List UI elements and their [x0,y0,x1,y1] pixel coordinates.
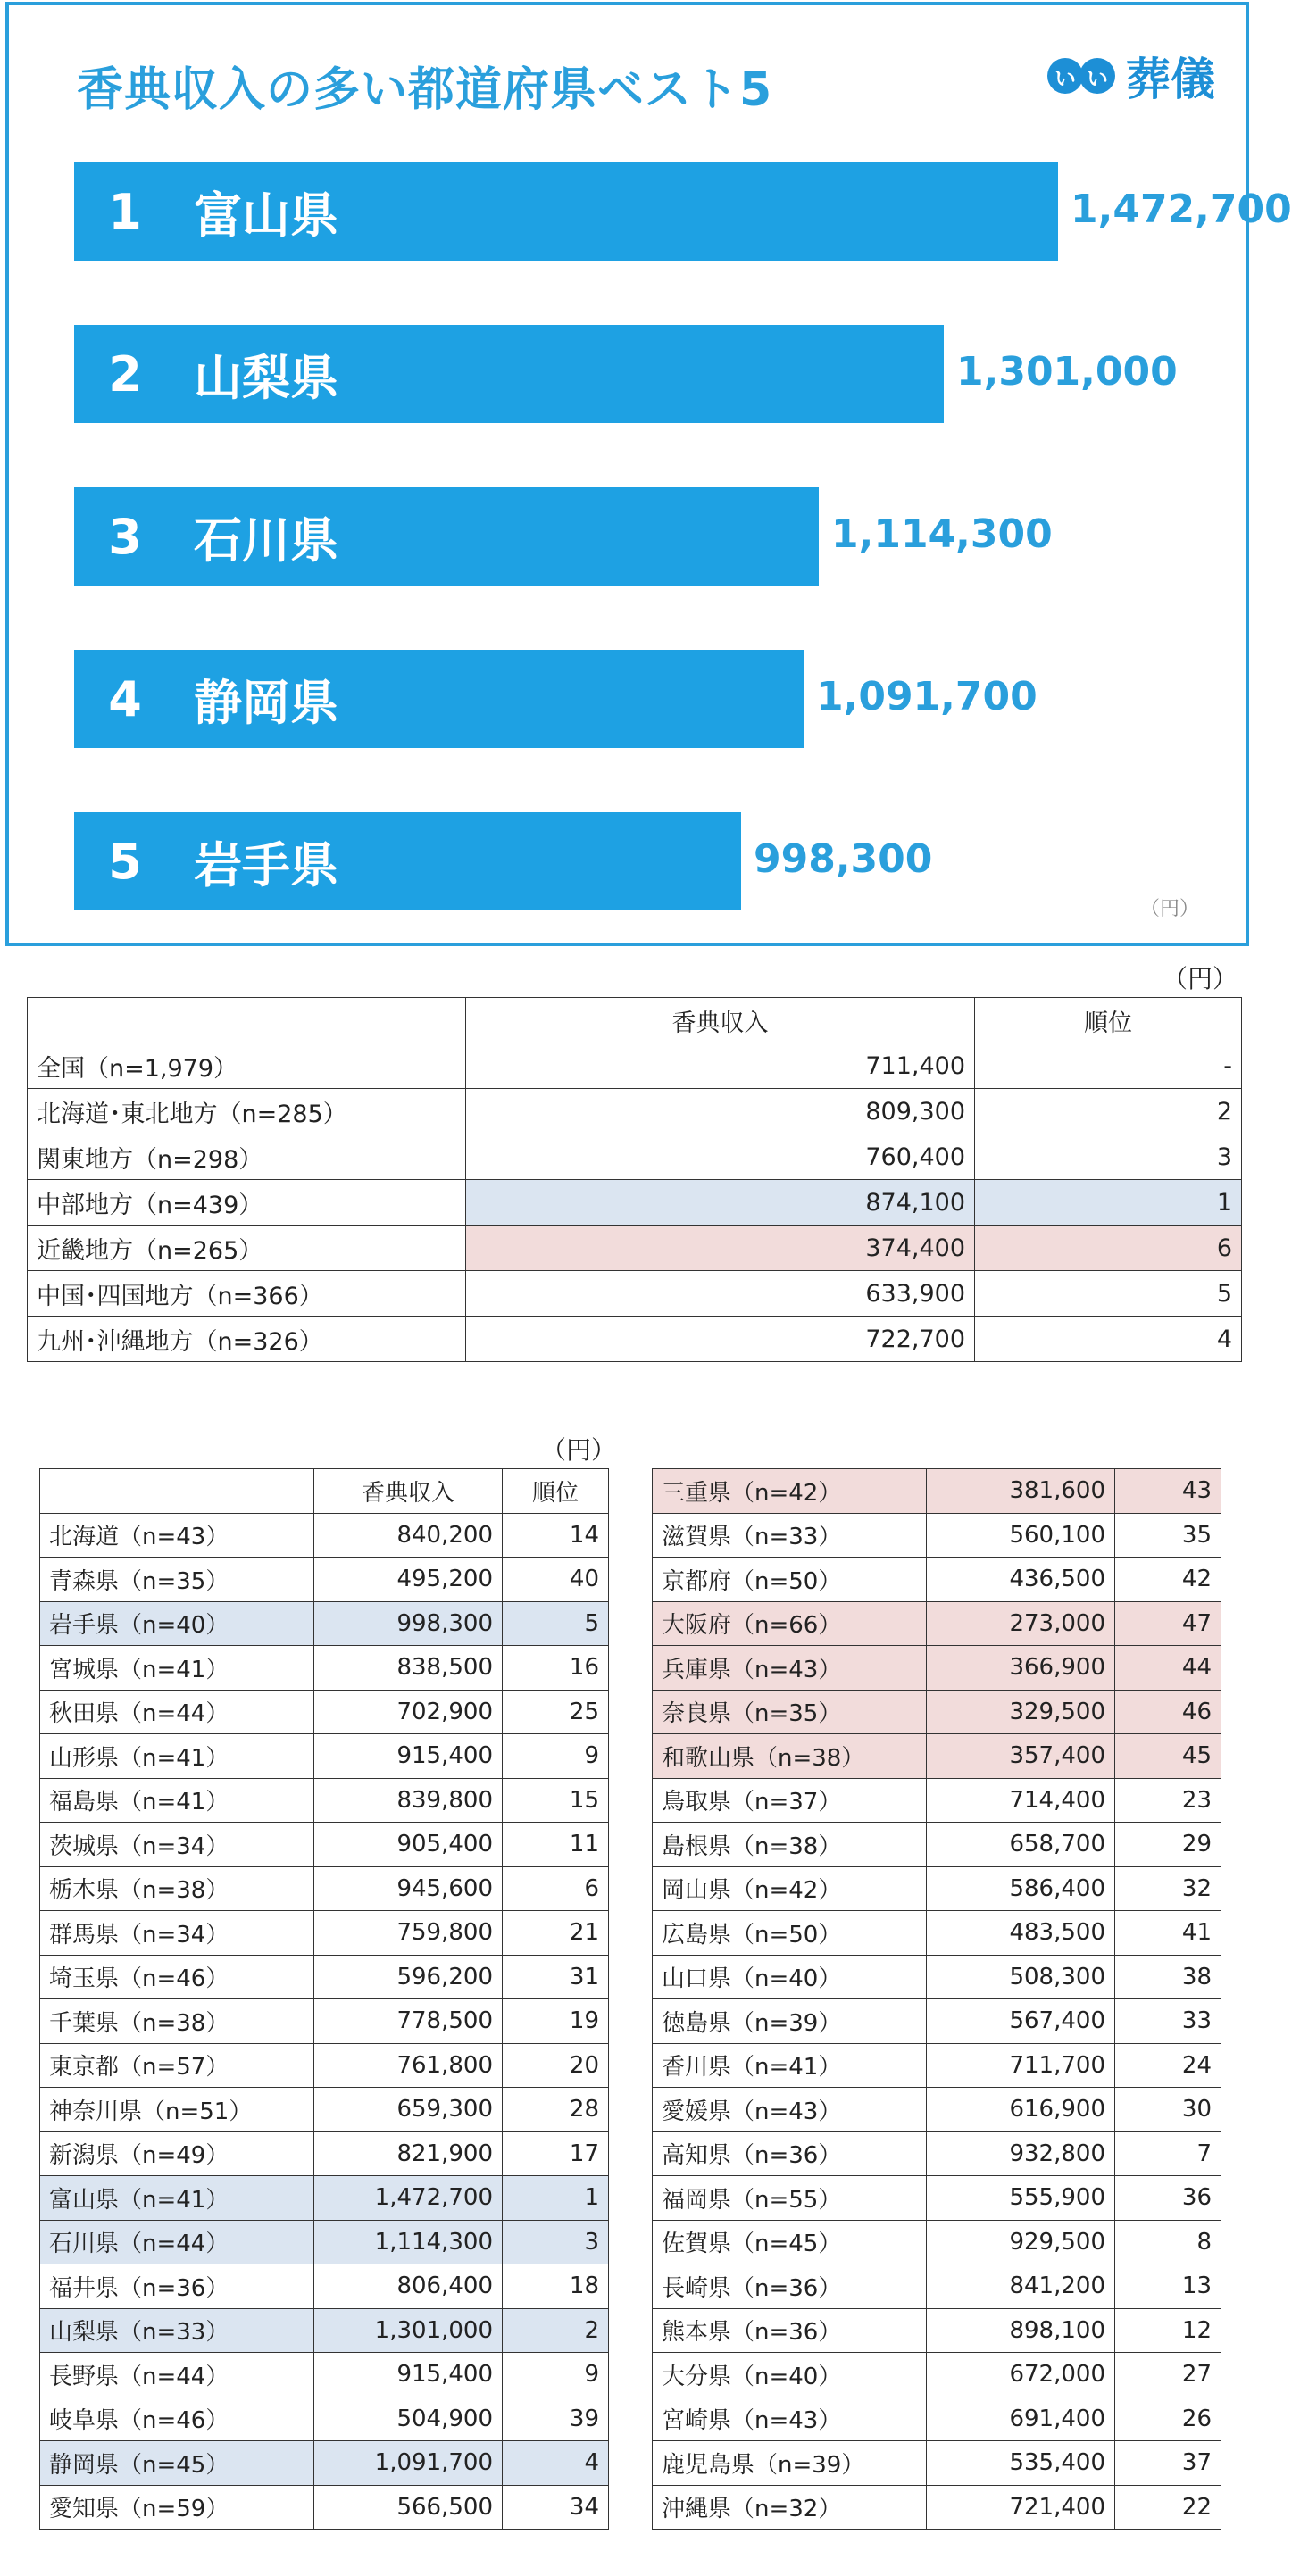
table-row [653,2264,1221,2309]
table-row [653,1513,1221,1558]
row-rank: 47 [1115,1601,1221,1646]
row-rank: 36 [1115,2176,1221,2221]
bar-value-label: 1,091,700 [816,674,1038,719]
row-rank: 39 [503,2397,609,2441]
row-rank: 14 [503,1513,609,1558]
row-rank: 23 [1115,1778,1221,1823]
regional-table [27,997,1242,1362]
row-rank: 4 [503,2441,609,2486]
row-label: 千葉県（n=38） [40,1999,314,2044]
table-row [40,2176,609,2221]
header-cell: 香典収入 [466,998,975,1043]
row-value: 1,114,300 [314,2220,503,2264]
logo-text: 葬儀 [1126,54,1215,105]
header-cell: 順位 [975,998,1242,1043]
table-row [40,1911,609,1956]
row-value: 806,400 [314,2264,503,2309]
row-label: 栃木県（n=38） [40,1866,314,1911]
table-row [40,2043,609,2088]
table-row [40,1646,609,1691]
table-row [40,2088,609,2132]
row-rank: 34 [503,2485,609,2530]
bar-category-label: 静岡県 [194,674,338,731]
row-value: 761,800 [314,2043,503,2088]
row-label: 福岡県（n=55） [653,2176,927,2221]
row-label: 九州･沖縄地方（n=326） [28,1317,466,1362]
table-row [40,2397,609,2441]
row-value: 566,500 [314,2485,503,2530]
row-rank: 4 [975,1317,1242,1362]
row-label: 福島県（n=41） [40,1778,314,1823]
row-rank: 29 [1115,1823,1221,1867]
table-row [40,1866,609,1911]
row-rank: 24 [1115,2043,1221,2088]
row-value: 840,200 [314,1513,503,1558]
table-row [653,1955,1221,1999]
row-rank: 32 [1115,1866,1221,1911]
row-value: 672,000 [927,2353,1115,2397]
row-rank: 37 [1115,2441,1221,2486]
row-label: 群馬県（n=34） [40,1911,314,1956]
table-row [653,2441,1221,2486]
bar-rank-label: 4 [108,670,142,727]
row-rank: 40 [503,1558,609,1602]
table-row [653,2485,1221,2530]
bar-4 [74,650,804,748]
row-label: 北海道･東北地方（n=285） [28,1089,466,1134]
row-value: 658,700 [927,1823,1115,1867]
row-value: 381,600 [927,1469,1115,1514]
row-value: 616,900 [927,2088,1115,2132]
row-rank: 19 [503,1999,609,2044]
row-rank: 21 [503,1911,609,1956]
row-label: 山形県（n=41） [40,1734,314,1779]
table-row [653,1823,1221,1867]
table-row [40,1999,609,2044]
row-value: 560,100 [927,1513,1115,1558]
row-value: 483,500 [927,1911,1115,1956]
regional-unit-label: （円） [1162,964,1238,993]
table-row [653,1646,1221,1691]
row-rank: 7 [1115,2131,1221,2176]
row-label: 京都府（n=50） [653,1558,927,1602]
table-row [653,2088,1221,2132]
header-cell: 順位 [503,1469,609,1514]
table-row [40,2485,609,2530]
table-row [40,1823,609,1867]
prefecture-table-left [39,1468,609,2530]
row-label: 静岡県（n=45） [40,2441,314,2486]
row-rank: 2 [503,2308,609,2353]
row-label: 秋田県（n=44） [40,1690,314,1734]
row-label: 岡山県（n=42） [653,1866,927,1911]
row-rank: 17 [503,2131,609,2176]
row-label: 徳島県（n=39） [653,1999,927,2044]
table-row [40,2353,609,2397]
table-row [653,2220,1221,2264]
row-rank: 22 [1115,2485,1221,2530]
row-label: 大分県（n=40） [653,2353,927,2397]
row-value: 366,900 [927,1646,1115,1691]
bar-category-label: 富山県 [194,187,338,244]
row-rank: 5 [503,1601,609,1646]
row-rank: 38 [1115,1955,1221,1999]
row-value: 915,400 [314,2353,503,2397]
row-value: 586,400 [927,1866,1115,1911]
table-row [653,1999,1221,2044]
header-cell [28,998,466,1043]
table-row [40,1513,609,1558]
row-value: 504,900 [314,2397,503,2441]
row-value: 535,400 [927,2441,1115,2486]
row-rank: 45 [1115,1734,1221,1779]
row-rank: 1 [975,1180,1242,1226]
bar-value-label: 998,300 [754,836,933,882]
row-rank: 44 [1115,1646,1221,1691]
row-rank: - [975,1043,1242,1089]
table-row [653,1558,1221,1602]
row-rank: 13 [1115,2264,1221,2309]
row-value: 357,400 [927,1734,1115,1779]
row-value: 929,500 [927,2220,1115,2264]
table-row [28,1043,1242,1089]
row-rank: 18 [503,2264,609,2309]
row-label: 鹿児島県（n=39） [653,2441,927,2486]
row-rank: 20 [503,2043,609,2088]
row-value: 714,400 [927,1778,1115,1823]
row-value: 998,300 [314,1601,503,1646]
row-label: 長野県（n=44） [40,2353,314,2397]
row-value: 759,800 [314,1911,503,1956]
table-row [28,1226,1242,1271]
row-label: 広島県（n=50） [653,1911,927,1956]
row-label: 香川県（n=41） [653,2043,927,2088]
table-row [40,2220,609,2264]
table-row [28,1134,1242,1180]
row-value: 1,091,700 [314,2441,503,2486]
row-label: 高知県（n=36） [653,2131,927,2176]
row-label: 近畿地方（n=265） [28,1226,466,1271]
bar-5 [74,812,741,910]
row-label: 全国（n=1,979） [28,1043,466,1089]
row-value: 495,200 [314,1558,503,1602]
row-rank: 25 [503,1690,609,1734]
table-header-row [28,998,1242,1043]
table-row [40,1778,609,1823]
row-rank: 8 [1115,2220,1221,2264]
row-value: 898,100 [927,2308,1115,2353]
bar-rank-label: 1 [108,183,142,240]
table-row [28,1180,1242,1226]
row-label: 北海道（n=43） [40,1513,314,1558]
bar-rank-label: 3 [108,508,142,565]
row-value: 932,800 [927,2131,1115,2176]
table-row [653,2176,1221,2221]
row-value: 722,700 [466,1317,975,1362]
table-row [28,1317,1242,1362]
bar-2 [74,325,944,423]
table-row [40,1734,609,1779]
row-rank: 3 [975,1134,1242,1180]
row-label: 愛知県（n=59） [40,2485,314,2530]
row-value: 711,400 [466,1043,975,1089]
row-label: 長崎県（n=36） [653,2264,927,2309]
table-row [40,2131,609,2176]
bar-3 [74,487,819,586]
row-label: 奈良県（n=35） [653,1690,927,1734]
table-row [40,2264,609,2309]
row-label: 佐賀県（n=45） [653,2220,927,2264]
row-rank: 16 [503,1646,609,1691]
row-label: 中部地方（n=439） [28,1180,466,1226]
row-rank: 30 [1115,2088,1221,2132]
row-label: 山口県（n=40） [653,1955,927,1999]
row-label: 三重県（n=42） [653,1469,927,1514]
bar-value-label: 1,301,000 [956,349,1178,395]
row-rank: 42 [1115,1558,1221,1602]
header-cell [40,1469,314,1514]
row-value: 702,900 [314,1690,503,1734]
row-value: 841,200 [927,2264,1115,2309]
bar-value-label: 1,114,300 [831,511,1053,557]
table-row [653,2397,1221,2441]
prefecture-table-right [652,1468,1221,2530]
row-value: 838,500 [314,1646,503,1691]
bar-category-label: 山梨県 [194,349,338,406]
row-rank: 35 [1115,1513,1221,1558]
row-rank: 33 [1115,1999,1221,2044]
bar-category-label: 岩手県 [194,836,338,893]
row-value: 809,300 [466,1089,975,1134]
row-value: 329,500 [927,1690,1115,1734]
row-value: 555,900 [927,2176,1115,2221]
row-label: 関東地方（n=298） [28,1134,466,1180]
row-rank: 9 [503,1734,609,1779]
table-row [653,1778,1221,1823]
bar-rank-label: 2 [108,345,142,403]
table-row [40,1690,609,1734]
row-label: 宮崎県（n=43） [653,2397,927,2441]
row-rank: 9 [503,2353,609,2397]
row-rank: 46 [1115,1690,1221,1734]
table-row [653,2131,1221,2176]
row-value: 1,301,000 [314,2308,503,2353]
row-label: 沖縄県（n=32） [653,2485,927,2530]
row-label: 島根県（n=38） [653,1823,927,1867]
row-value: 659,300 [314,2088,503,2132]
row-value: 374,400 [466,1226,975,1271]
row-value: 874,100 [466,1180,975,1226]
table-row [40,1601,609,1646]
table-row [653,2308,1221,2353]
table-row [653,1734,1221,1779]
bar-category-label: 石川県 [194,511,338,569]
row-label: 愛媛県（n=43） [653,2088,927,2132]
row-value: 778,500 [314,1999,503,2044]
chart-unit-note: （円） [1139,898,1199,920]
row-value: 633,900 [466,1271,975,1317]
prefecture-unit-label: （円） [541,1435,617,1465]
row-label: 福井県（n=36） [40,2264,314,2309]
row-rank: 27 [1115,2353,1221,2397]
row-label: 神奈川県（n=51） [40,2088,314,2132]
row-label: 埼玉県（n=46） [40,1955,314,1999]
row-value: 945,600 [314,1866,503,1911]
bar-rank-label: 5 [108,833,142,890]
row-label: 滋賀県（n=33） [653,1513,927,1558]
row-label: 中国･四国地方（n=366） [28,1271,466,1317]
row-label: 熊本県（n=36） [653,2308,927,2353]
chart-title: 香典収入の多い都道府県ベスト5 [77,63,773,117]
row-value: 721,400 [927,2485,1115,2530]
row-label: 和歌山県（n=38） [653,1734,927,1779]
row-value: 905,400 [314,1823,503,1867]
table-row [40,1955,609,1999]
row-rank: 2 [975,1089,1242,1134]
row-rank: 3 [503,2220,609,2264]
row-label: 山梨県（n=33） [40,2308,314,2353]
bar-value-label: 1,472,700 [1071,187,1292,232]
table-row [653,1690,1221,1734]
row-value: 436,500 [927,1558,1115,1602]
logo-circle: い [1047,58,1083,94]
row-label: 石川県（n=44） [40,2220,314,2264]
row-label: 大阪府（n=66） [653,1601,927,1646]
row-value: 839,800 [314,1778,503,1823]
row-value: 596,200 [314,1955,503,1999]
row-value: 760,400 [466,1134,975,1180]
table-row [653,1601,1221,1646]
row-value: 1,472,700 [314,2176,503,2221]
table-row [653,1469,1221,1514]
logo-circle: い [1079,58,1115,94]
row-label: 新潟県（n=49） [40,2131,314,2176]
row-label: 岩手県（n=40） [40,1601,314,1646]
row-rank: 43 [1115,1469,1221,1514]
row-rank: 1 [503,2176,609,2221]
header-cell: 香典収入 [314,1469,503,1514]
row-rank: 6 [975,1226,1242,1271]
row-rank: 5 [975,1271,1242,1317]
table-row [653,1911,1221,1956]
row-label: 兵庫県（n=43） [653,1646,927,1691]
table-row [653,2353,1221,2397]
row-value: 273,000 [927,1601,1115,1646]
row-rank: 15 [503,1778,609,1823]
top5-chart-panel [5,2,1292,946]
table-header-row [40,1469,609,1514]
row-rank: 31 [503,1955,609,1999]
table-row [653,2043,1221,2088]
bar-1 [74,162,1058,261]
row-rank: 26 [1115,2397,1221,2441]
table-row [28,1089,1242,1134]
row-rank: 6 [503,1866,609,1911]
row-rank: 11 [503,1823,609,1867]
row-value: 508,300 [927,1955,1115,1999]
row-label: 東京都（n=57） [40,2043,314,2088]
table-row [653,1866,1221,1911]
row-value: 915,400 [314,1734,503,1779]
row-rank: 41 [1115,1911,1221,1956]
row-value: 711,700 [927,2043,1115,2088]
row-label: 茨城県（n=34） [40,1823,314,1867]
table-row [28,1271,1242,1317]
logo [1047,45,1215,107]
row-label: 鳥取県（n=37） [653,1778,927,1823]
row-value: 691,400 [927,2397,1115,2441]
row-label: 岐阜県（n=46） [40,2397,314,2441]
table-row [40,1558,609,1602]
row-label: 宮城県（n=41） [40,1646,314,1691]
row-value: 821,900 [314,2131,503,2176]
row-value: 567,400 [927,1999,1115,2044]
table-row [40,2441,609,2486]
row-label: 青森県（n=35） [40,1558,314,1602]
table-row [40,2308,609,2353]
row-label: 富山県（n=41） [40,2176,314,2221]
row-rank: 12 [1115,2308,1221,2353]
row-rank: 28 [503,2088,609,2132]
